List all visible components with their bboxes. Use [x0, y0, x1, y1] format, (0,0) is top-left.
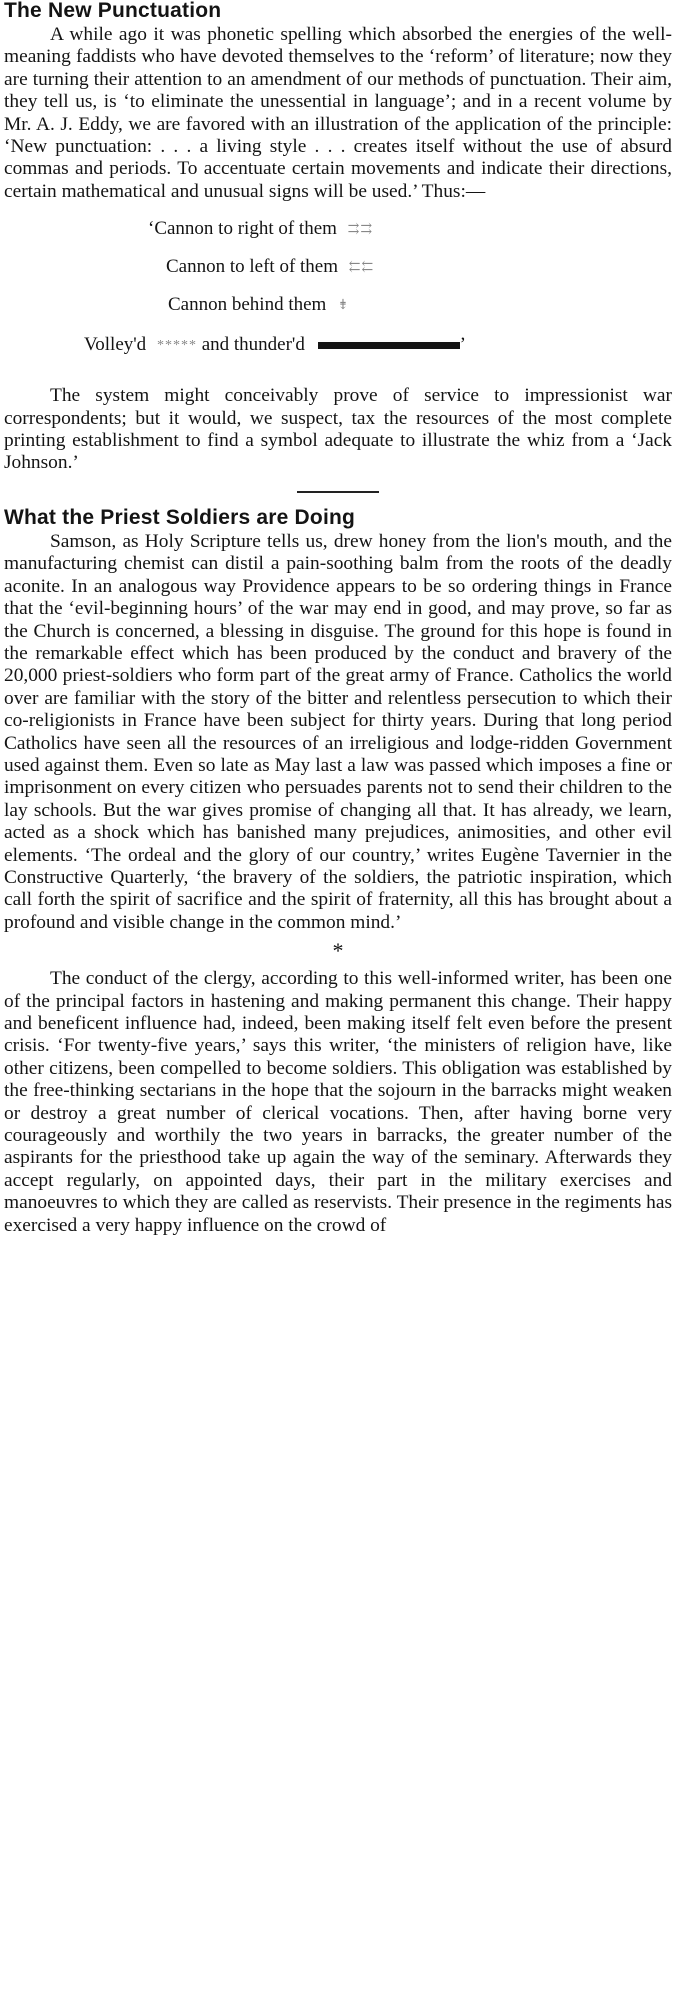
verse-text: and thunder'd	[201, 334, 305, 356]
verse-text: Cannon behind them	[168, 294, 327, 316]
article-paragraph: A while ago it was phonetic spelling which absorbed the energies of the well-meaning faddists who have devoted themselves to the ‘reform’ of literature; now they are turning their attention to an amendment of our methods of punctuation. Their aim, they tell us, is ‘to eliminate the unessential in language’; and in a recent volume by Mr. A. J. Eddy, we are favored with an illustration of the application of the principle: ‘New punctuation: . . . a living style . . . creates itself without the use of absurd commas and periods. To accentuate certain movements and indicate their directions, certain mathematical and unusual signs will be used.’ Thus:—	[4, 24, 672, 202]
article-title-priest-soldiers: What the Priest Soldiers are Doing	[4, 505, 356, 529]
thunder-bar-mark	[318, 342, 460, 349]
arrow-left-mark: ⇇⇇	[348, 259, 375, 275]
verse-text: Volley'd	[84, 334, 147, 356]
verse-example	[4, 209, 672, 385]
article-paragraph: The conduct of the clergy, according to this well-informed writer, has been one of the principal factors in hastening and making permanent this change. Their happy and beneficent influence had, indeed, been making itself felt even before the present crisis. ‘For twenty-five years,’ says this writer, ‘the ministers of religion have, like other citizens, been compelled to become soldiers. This obligation was established by the free-thinking sectarians in the hope that the sojourn in the barracks might weaken or destroy a great number of clerical vocations. Then, after having borne very courageously and worthily the two years in barracks, the greater number of the aspirants for the priesthood take up again the way of the seminary. Afterwards they accept regularly, on appointed days, their part in the military exercises and manoeuvres to which they are called as reservists. Their presence in the regiments has exercised a very happy influence on the crowd of	[4, 968, 672, 1236]
arrow-right-mark: ⇉⇉	[347, 221, 374, 237]
section-divider	[297, 491, 379, 493]
arrow-down-mark: ⇟	[337, 297, 350, 313]
asterisk-separator: *	[332, 938, 344, 964]
verse-line	[168, 293, 350, 318]
verse-line	[166, 255, 374, 280]
verse-text: ‘Cannon to right of them	[148, 218, 337, 240]
article-title-new-punctuation: The New Punctuation	[4, 0, 222, 22]
article-paragraph: The system might conceivably prove of service to impressionist war correspondents; but it would, we suspect, tax the resources of the most complete printing establishment to find a symbol adequate to illustrate the whiz from a ‘Jack Johnson.’	[4, 385, 672, 474]
verse-text: Cannon to left of them	[166, 256, 339, 278]
verse-line	[148, 217, 373, 242]
asterisk-mark: *****	[156, 337, 197, 353]
article-paragraph: Samson, as Holy Scripture tells us, drew honey from the lion's mouth, and the manufacturing chemist can distil a pain-soothing balm from the roots of the deadly aconite. In an analogous way Providence appears to be so ordering things in France that the ‘evil-beginning hours’ of the war may end in good, and may prove, so far as the Church is concerned, a blessing in disguise. The ground for this hope is found in the remarkable effect which has been produced by the conduct and bravery of the 20,000 priest-soldiers who form part of the great army of France. Catholics the world over are familiar with the story of the bitter and relentless persecution to which their co-religionists in France have been subject for thirty years. During that long period Catholics have seen all the resources of an irreligious and lodge-ridden Government used against them. Even so late as May last a law was passed which imposes a fine or imprisonment on every citizen who persuades parents not to send their children to the lay schools. But the war gives promise of changing all that. It has already, we learn, acted as a shock which has banished many prejudices, animosities, and other evil elements. ‘The ordeal and the glory of our country,’ writes Eugène Tavernier in the Constructive Quarterly, ‘the bravery of the soldiers, the patriotic inspiration, which call forth the spirit of sacrifice and the spirit of fraternity, all this has brought about a profound and visible change in the common mind.’	[4, 530, 672, 933]
verse-line	[84, 333, 466, 358]
verse-close-quote: ’	[459, 334, 466, 356]
